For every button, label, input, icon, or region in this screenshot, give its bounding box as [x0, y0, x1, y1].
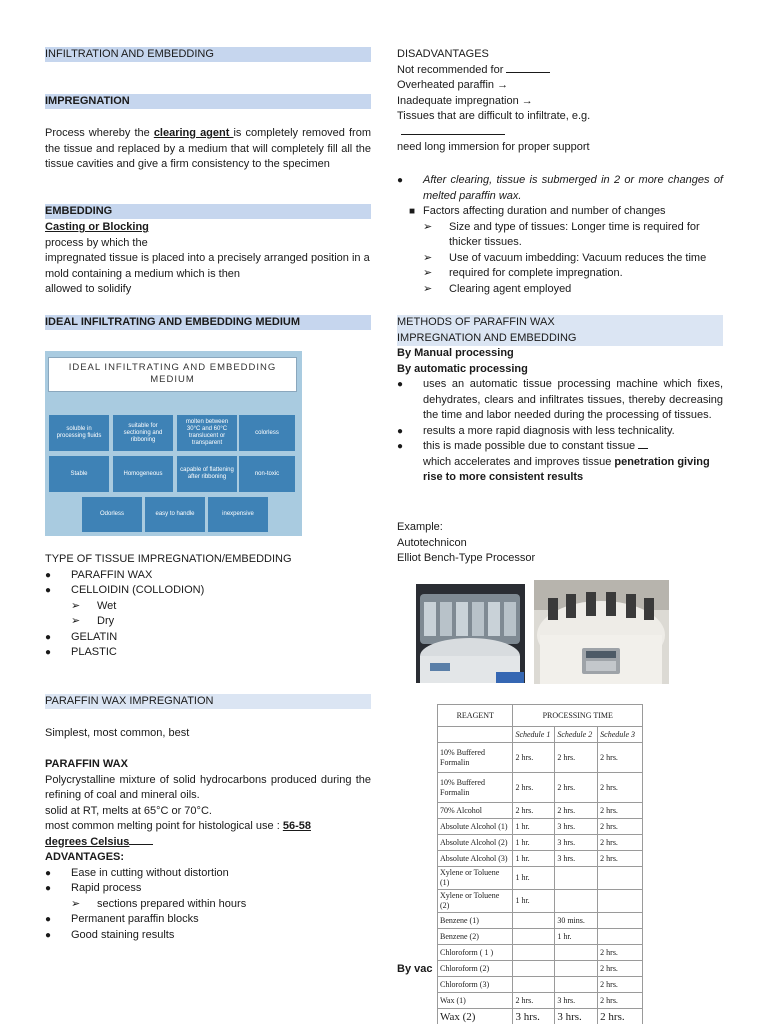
heading-ideal-medium — [45, 315, 371, 330]
diagram-box: capable of flattening after ribboning — [177, 456, 237, 492]
time-cell — [555, 867, 598, 890]
disadvantage-3: Inadequate impregnation → — [397, 94, 533, 107]
time-cell — [513, 961, 555, 977]
reagent-cell: 10% Buffered Formalin — [438, 773, 513, 803]
heading-infiltration-embedding — [45, 47, 371, 62]
disadvantage-1: Not recommended for — [397, 63, 507, 76]
diagram-box: inexpensive — [208, 497, 268, 532]
diagram-box: molten between 30°C and 60°C translucent or transparent — [177, 415, 237, 451]
example-label: Example: — [397, 521, 443, 533]
reagent-cell: Xylene or Toluene (2) — [438, 890, 513, 913]
disadvantage-5: need long immersion for proper support — [397, 141, 590, 153]
melting-point-unit: degrees Celsius — [45, 835, 130, 848]
list-item-sub: ➢ Use of vacuum imbedding: Vacuum reduces the time — [397, 251, 723, 267]
table-row — [438, 743, 643, 773]
table-header-schedule: Schedule 1 — [513, 727, 555, 743]
disadvantage-2: Overheated paraffin → — [397, 79, 509, 91]
heading-paraffin-impregnation — [45, 694, 371, 709]
heading-paraffin-text: PARAFFIN WAX IMPREGNATION — [45, 695, 214, 707]
reagent-cell: Benzene (1) — [438, 913, 513, 929]
table-row — [438, 977, 643, 993]
table-row — [438, 803, 643, 819]
time-cell: 3 hrs. — [555, 851, 598, 867]
table-header-processing-time: PROCESSING TIME — [513, 705, 643, 727]
time-cell: 1 hr. — [513, 851, 555, 867]
paraffin-wax-definition: Polycrystalline mixture of solid hydrocarbons produced during the refining of coal and mineral oils. — [45, 773, 371, 801]
auto-3a: this is made possible due to constant tissue — [423, 440, 639, 452]
list-item-sub: ➢ sections prepared within hours — [45, 897, 371, 913]
table-header-reagent: REAGENT — [438, 705, 513, 727]
reagent-cell: Chloroform (2) — [438, 961, 513, 977]
clearing-agent-term: clearing agent — [153, 127, 234, 139]
list-item: ● uses an automatic tissue processing machine which fixes, dehydrates, clears and infiltrates tissues, thereby decreasing the time and labor needed during the processing of tissues. — [397, 377, 723, 424]
heading-infiltration-text: INFILTRATION AND EMBEDDING — [45, 48, 214, 60]
time-cell: 2 hrs. — [598, 993, 643, 1009]
list-item-sub: ➢ Wet — [45, 599, 371, 615]
time-cell: 2 hrs. — [555, 743, 598, 773]
embedding-line-3: allowed to solidify — [45, 283, 132, 295]
paraffin-wax-section — [45, 757, 371, 943]
manual-processing: By Manual processing — [397, 347, 514, 359]
impregnation-paragraph — [45, 126, 371, 173]
methods-heading-line-1: METHODS OF PARAFFIN WAX — [397, 316, 555, 328]
melting-point-value: 56-58 — [282, 820, 311, 832]
list-item: ● Rapid process — [45, 881, 371, 897]
melting-point-text: most common melting point for histological use : — [45, 820, 283, 832]
time-cell: 3 hrs. — [555, 993, 598, 1009]
table-row — [438, 929, 643, 945]
table-header-schedule: Schedule 2 — [555, 727, 598, 743]
casting-or-blocking: Casting or Blocking — [45, 221, 149, 233]
time-cell: 1 hr. — [513, 819, 555, 835]
processing-time-table — [437, 704, 643, 1024]
advantages-label: ADVANTAGES: — [45, 851, 125, 863]
impregnation-pre: Process whereby the — [45, 127, 154, 139]
blank-line — [401, 127, 505, 135]
time-cell: 1 hr. — [513, 867, 555, 890]
factors-text: ■ Factors affecting duration and number of changes — [397, 204, 723, 220]
list-item: ● Good staining results — [45, 928, 371, 944]
time-cell: 1 hr. — [513, 890, 555, 913]
reagent-cell: Chloroform (3) — [438, 977, 513, 993]
table-row — [438, 835, 643, 851]
table-cell — [438, 727, 513, 743]
diagram-box: soluble in processing fluids — [49, 415, 109, 451]
table-row — [438, 867, 643, 890]
automatic-processing: By automatic processing — [397, 362, 528, 375]
time-cell — [598, 867, 643, 890]
heading-impregnation-text: IMPREGNATION — [45, 95, 130, 107]
time-cell: 3 hrs. — [555, 1009, 598, 1024]
time-cell: 2 hrs. — [598, 803, 643, 819]
time-cell — [555, 961, 598, 977]
time-cell: 2 hrs. — [555, 773, 598, 803]
table-row — [438, 819, 643, 835]
embedding-section — [45, 220, 371, 298]
reagent-cell: Absolute Alcohol (1) — [438, 819, 513, 835]
elliot-processor-photo — [534, 580, 669, 684]
time-cell: 2 hrs. — [598, 835, 643, 851]
methods-heading-line-2: IMPREGNATION AND EMBEDDING — [397, 331, 577, 344]
time-cell: 2 hrs. — [598, 945, 643, 961]
heading-impregnation — [45, 94, 371, 109]
time-cell: 2 hrs. — [598, 773, 643, 803]
time-cell: 2 hrs. — [598, 961, 643, 977]
time-cell — [513, 977, 555, 993]
time-cell — [555, 945, 598, 961]
heading-embedding-text: EMBEDDING — [45, 205, 113, 217]
after-clearing-text: ● After clearing, tissue is submerged in 2 or more changes of melted paraffin wax. — [397, 173, 723, 204]
list-item: ● PARAFFIN WAX — [45, 568, 371, 584]
time-cell: 2 hrs. — [598, 851, 643, 867]
time-cell: 2 hrs. — [555, 803, 598, 819]
time-cell — [555, 977, 598, 993]
time-cell: 2 hrs. — [513, 773, 555, 803]
ideal-medium-diagram — [45, 351, 302, 536]
by-vacuum-label: By vac — [397, 963, 433, 975]
diagram-title — [48, 357, 297, 392]
embedding-line-2: impregnated tissue is placed into a precisely arranged position in a mold containing a medium which is then — [45, 252, 370, 280]
table-row — [438, 890, 643, 913]
table-body — [438, 743, 643, 1024]
blank-line — [638, 439, 648, 449]
list-item: ● Ease in cutting without distortion — [45, 866, 371, 882]
diagram-box: colorless — [239, 415, 295, 451]
time-cell: 2 hrs. — [598, 743, 643, 773]
time-cell: 3 hrs. — [555, 819, 598, 835]
diagram-box: suitable for sectioning and ribboning — [113, 415, 173, 451]
diagram-box: Stable — [49, 456, 109, 492]
tissue-types-section — [45, 552, 371, 661]
table-row — [438, 773, 643, 803]
list-item-sub: ➢ Dry — [45, 614, 371, 630]
reagent-cell: 10% Buffered Formalin — [438, 743, 513, 773]
schedule-table — [437, 704, 643, 1024]
time-cell: 1 hr. — [555, 929, 598, 945]
time-cell: 1 hr. — [513, 835, 555, 851]
reagent-cell: Absolute Alcohol (3) — [438, 851, 513, 867]
methods-heading — [397, 315, 723, 346]
diagram-title-text: IDEAL INFILTRATING AND EMBEDDING MEDIUM — [68, 362, 277, 385]
time-cell: 2 hrs. — [513, 743, 555, 773]
reagent-cell: Absolute Alcohol (2) — [438, 835, 513, 851]
list-item-sub: ➢ required for complete impregnation. — [397, 266, 723, 282]
time-cell: 2 hrs. — [598, 819, 643, 835]
time-cell: 2 hrs. — [513, 993, 555, 1009]
simplest-line: Simplest, most common, best — [45, 727, 190, 739]
diagram-box: easy to handle — [145, 497, 205, 532]
table-header-schedule: Schedule 3 — [598, 727, 643, 743]
after-clearing-section — [397, 173, 723, 297]
blank-line — [129, 835, 153, 845]
example-elliot: Elliot Bench-Type Processor — [397, 552, 536, 564]
disadvantages-label: DISADVANTAGES — [397, 48, 489, 60]
time-cell: 3 hrs. — [555, 835, 598, 851]
reagent-cell: Xylene or Toluene (1) — [438, 867, 513, 890]
list-item: ● results a more rapid diagnosis with less technicality. — [397, 424, 723, 440]
time-cell — [598, 913, 643, 929]
time-cell: 2 hrs. — [598, 1009, 643, 1024]
time-cell — [555, 890, 598, 913]
auto-3b: which accelerates and improves tissue — [423, 455, 615, 468]
example-autotechnicon: Autotechnicon — [397, 536, 467, 549]
disadvantages-section — [397, 47, 723, 156]
diagram-box: Homogeneous — [113, 456, 173, 492]
heading-ideal-text: IDEAL INFILTRATING AND EMBEDDING MEDIUM — [45, 316, 301, 328]
embedding-line-1: process by which the — [45, 236, 148, 249]
table-row — [438, 1009, 643, 1024]
list-item: ● GELATIN — [45, 630, 371, 646]
diagram-box: non-toxic — [239, 456, 295, 492]
list-item: ● CELLOIDIN (COLLODION) — [45, 583, 371, 599]
list-item-sub: ➢ Size and type of tissues: Longer time is required for thicker tissues. — [397, 220, 723, 251]
reagent-cell: 70% Alcohol — [438, 803, 513, 819]
list-item: ● PLASTIC — [45, 645, 371, 661]
impregnation-post: is completely removed from the tissue and replaced by a medium that will completely fill all the tissue cavities and give a firm consistency to the specimen — [45, 127, 371, 170]
time-cell — [598, 929, 643, 945]
disadvantage-4: Tissues that are difficult to infiltrate, e.g. — [397, 110, 591, 122]
table-row — [438, 851, 643, 867]
examples-section — [397, 520, 723, 567]
time-cell: 3 hrs. — [513, 1009, 555, 1024]
paraffin-wax-label: PARAFFIN WAX — [45, 758, 128, 770]
table-row — [438, 913, 643, 929]
time-cell: 2 hrs. — [513, 803, 555, 819]
time-cell — [513, 945, 555, 961]
time-cell: 2 hrs. — [598, 977, 643, 993]
list-item: ● Permanent paraffin blocks — [45, 912, 371, 928]
reagent-cell: Wax (1) — [438, 993, 513, 1009]
time-cell — [513, 929, 555, 945]
list-item-sub: ➢ Clearing agent employed — [397, 282, 723, 298]
methods-section — [397, 346, 723, 486]
autotechnicon-photo — [416, 584, 525, 683]
heading-embedding — [45, 204, 371, 219]
reagent-cell: Chloroform ( 1 ) — [438, 945, 513, 961]
blank-line — [506, 63, 550, 73]
tissue-types-heading: TYPE OF TISSUE IMPREGNATION/EMBEDDING — [45, 553, 292, 565]
table-row — [438, 993, 643, 1009]
time-cell — [513, 913, 555, 929]
reagent-cell: Benzene (2) — [438, 929, 513, 945]
table-row — [438, 961, 643, 977]
table-row — [438, 945, 643, 961]
auto-3c: penetration giving rise to more consistent results — [423, 455, 710, 483]
time-cell: 30 mins. — [555, 913, 598, 929]
time-cell — [598, 890, 643, 913]
paraffin-wax-melting: solid at RT, melts at 65°C or 70°C. — [45, 804, 212, 817]
diagram-box: Odorless — [82, 497, 142, 532]
reagent-cell: Wax (2) — [438, 1009, 513, 1024]
